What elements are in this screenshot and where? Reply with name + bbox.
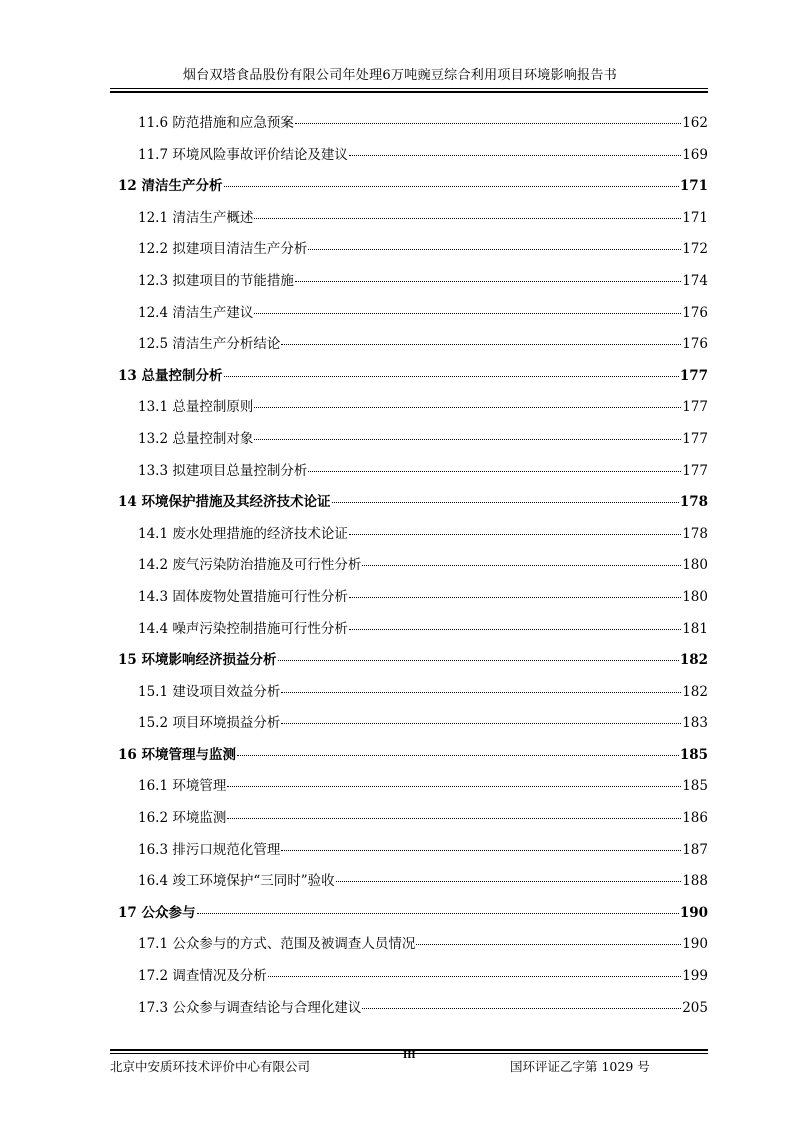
toc-entry-label: 17.2 调查情况及分析 [138,968,267,985]
toc-chapter-entry[interactable] [110,361,708,393]
toc-entry-label: 13 总量控制分析 [118,367,223,384]
toc-dot-leader [268,976,681,977]
toc-entry-page: 171 [679,178,708,195]
toc-entry-page: 162 [682,115,708,131]
toc-dot-leader [254,439,681,440]
toc-dot-leader [416,944,681,945]
toc-section-entry[interactable] [110,456,708,488]
toc-dot-leader [362,1008,681,1009]
toc-entry-label: 14 环境保护措施及其经济技术论证 [118,494,331,511]
toc-entry-label: 16 环境管理与监测 [118,746,236,763]
footer-certificate: 国环评证乙字第 1029 号 [510,1059,650,1074]
toc-entry-page: 177 [679,367,708,384]
toc-dot-leader [224,376,679,377]
toc-section-entry[interactable] [110,803,708,835]
toc-entry-label: 15.1 建设项目效益分析 [138,683,281,700]
toc-entry-label: 13.2 总量控制对象 [138,430,254,447]
toc-dot-leader [349,597,681,598]
toc-entry-label: 14.4 噪声污染控制措施可行性分析 [138,620,348,637]
toc-entry-page: 178 [679,494,708,511]
toc-entry-label: 16.2 环境监测 [138,810,227,827]
toc-chapter-entry[interactable] [110,487,708,519]
toc-section-entry[interactable] [110,108,708,140]
toc-entry-label: 16.4 竣工环境保护“三同时”验收 [138,873,335,890]
toc-section-entry[interactable] [110,329,708,361]
toc-dot-leader [349,534,681,535]
toc-dot-leader [227,818,681,819]
toc-dot-leader [308,471,681,472]
toc-entry-page: 169 [682,146,708,163]
toc-dot-leader [332,502,679,503]
toc-entry-page: 176 [682,304,708,321]
toc-entry-page: 190 [679,904,708,921]
toc-dot-leader [254,407,681,408]
toc-dot-leader [281,850,681,851]
toc-dot-leader [237,755,679,756]
toc-section-entry[interactable] [110,708,708,740]
footer-organization: 北京中安质环技术评价中心有限公司 [110,1059,311,1074]
toc-section-entry[interactable] [110,266,708,298]
toc-entry-page: 185 [679,746,708,763]
toc-entry-page: 180 [682,588,708,605]
toc-entry-page: 172 [682,241,708,258]
toc-section-entry[interactable] [110,298,708,330]
toc-entry-page: 182 [682,683,708,700]
toc-entry-page: 199 [682,968,708,985]
toc-entry-label: 13.1 总量控制原则 [138,399,254,416]
toc-dot-leader [254,218,681,219]
toc-section-entry[interactable] [110,835,708,867]
toc-entry-label: 15 环境影响经济损益分析 [118,652,277,669]
toc-entry-label: 16.3 排污口规范化管理 [138,841,281,858]
toc-entry-page: 187 [682,841,708,858]
toc-section-entry[interactable] [110,140,708,172]
toc-entry-label: 12.5 清洁生产分析结论 [138,336,281,353]
toc-dot-leader [295,123,681,124]
toc-entry-page: 177 [682,399,708,416]
toc-section-entry[interactable] [110,993,708,1025]
toc-entry-page: 185 [682,778,708,795]
toc-section-entry[interactable] [110,519,708,551]
toc-chapter-entry[interactable] [110,171,708,203]
toc-dot-leader [281,692,681,693]
toc-entry-page: 180 [682,557,708,574]
toc-section-entry[interactable] [110,424,708,456]
toc-dot-leader [349,629,681,630]
toc-dot-leader [281,723,681,724]
toc-entry-label: 12.1 清洁生产概述 [138,209,254,226]
toc-section-entry[interactable] [110,771,708,803]
toc-entry-page: 188 [682,873,708,890]
toc-entry-label: 17.3 公众参与调查结论与合理化建议 [138,999,362,1016]
toc-chapter-entry[interactable] [110,645,708,677]
toc-entry-page: 183 [682,715,708,732]
toc-entry-label: 12.4 清洁生产建议 [138,304,254,321]
toc-section-entry[interactable] [110,582,708,614]
toc-dot-leader [278,660,679,661]
toc-dot-leader [197,913,679,914]
toc-chapter-entry[interactable] [110,898,708,930]
toc-entry-page: 177 [682,462,708,479]
document-title: 烟台双塔食品股份有限公司年处理6万吨豌豆综合利用项目环境影响报告书 [182,68,618,83]
toc-entry-page: 177 [682,430,708,447]
toc-entry-page: 186 [682,810,708,827]
table-of-contents [110,108,708,1024]
toc-entry-label: 14.2 废气污染防治措施及可行性分析 [138,557,362,574]
toc-section-entry[interactable] [110,929,708,961]
toc-entry-label: 15.2 项目环境损益分析 [138,715,281,732]
toc-entry-page: 205 [682,999,708,1016]
toc-section-entry[interactable] [110,550,708,582]
header-rule-thick [110,91,708,93]
toc-entry-page: 182 [679,652,708,669]
toc-entry-page: 171 [682,209,708,226]
toc-entry-label: 11.7 环境风险事故评价结论及建议 [138,146,348,163]
toc-dot-leader [254,313,681,314]
toc-dot-leader [362,565,681,566]
toc-dot-leader [224,186,679,187]
toc-entry-label: 11.6 防范措施和应急预案 [138,115,294,131]
toc-entry-page: 176 [682,336,708,353]
toc-entry-label: 14.3 固体废物处置措施可行性分析 [138,588,348,605]
toc-entry-label: 12.3 拟建项目的节能措施 [138,272,294,289]
toc-section-entry[interactable] [110,961,708,993]
toc-entry-label: 14.1 废水处理措施的经济技术论证 [138,525,348,542]
toc-entry-label: 17.1 公众参与的方式、范围及被调查人员情况 [138,936,416,953]
toc-dot-leader [227,786,681,787]
toc-entry-page: 174 [682,272,708,289]
toc-entry-page: 190 [682,936,708,953]
toc-section-entry[interactable] [110,866,708,898]
toc-entry-label: 12.2 拟建项目清洁生产分析 [138,241,308,258]
toc-dot-leader [349,155,681,156]
toc-entry-label: 13.3 拟建项目总量控制分析 [138,462,308,479]
toc-dot-leader [281,344,681,345]
toc-section-entry[interactable] [110,392,708,424]
toc-entry-page: 181 [682,620,708,637]
toc-section-entry[interactable] [110,677,708,709]
toc-section-entry[interactable] [110,614,708,646]
toc-entry-label: 16.1 环境管理 [138,778,227,795]
toc-entry-label: 12 清洁生产分析 [118,178,223,195]
toc-dot-leader [295,281,681,282]
footer-page-number: III [403,1051,416,1061]
toc-entry-label: 17 公众参与 [118,904,196,921]
toc-chapter-entry[interactable] [110,740,708,772]
toc-section-entry[interactable] [110,234,708,266]
toc-section-entry[interactable] [110,203,708,235]
toc-dot-leader [336,881,682,882]
header-rule-thin [110,88,708,89]
toc-entry-page: 178 [682,525,708,542]
toc-dot-leader [308,249,681,250]
